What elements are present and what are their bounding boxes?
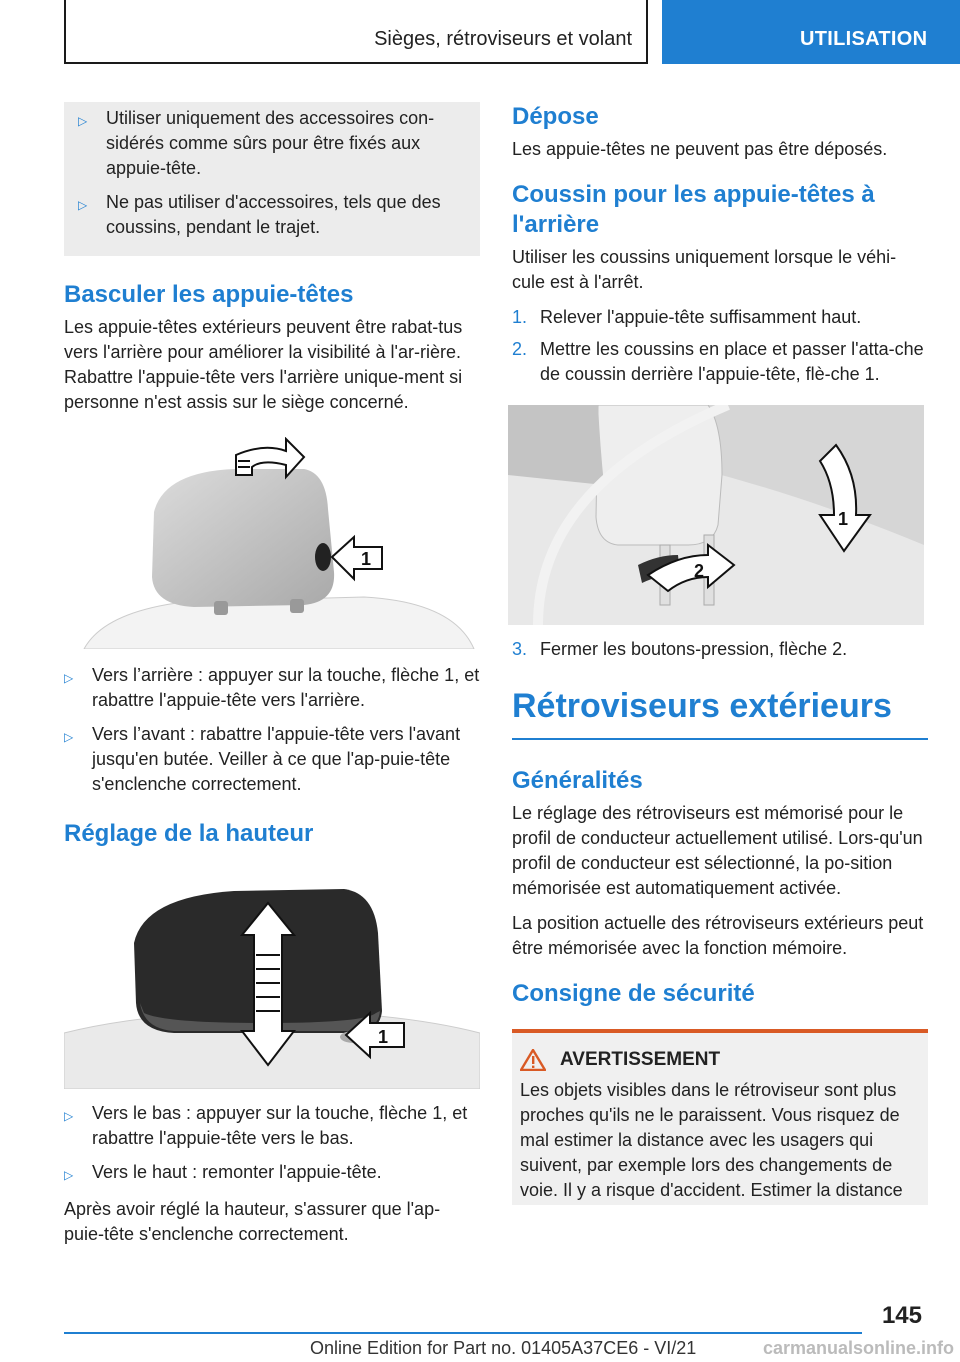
tilt-item: ▷ Vers l’avant : rabattre l'appuie-tête vers l'avant jusqu'en butée. Veiller à ce que l'ap-puie-tête s'enclenche correctement. (64, 722, 480, 797)
general-text-1: Le réglage des rétroviseurs est mémorisé pour le profil de conducteur actuellement utilisé. Lors-qu'un profil de conducteur est sélectionné, la po-sition mémorisée est automatiquement activée. (512, 803, 923, 898)
tilt-text: Les appuie-têtes extérieurs peuvent être rabat-tus vers l'arrière pour améliorer la visibilité à l'ar-rière. Rabattre l'appuie-tête vers l'arrière unique-ment si personne n'est assis sur le siège concerné. (64, 317, 463, 412)
figure-label: 1 (361, 549, 372, 569)
warning-label: AVERTISSEMENT (560, 1049, 721, 1070)
page-number: 145 (881, 1302, 922, 1329)
notice-item: ▷ Utiliser uniquement des accessoires con-sidérés comme sûrs pour être fixés aux appuie-tête. (78, 106, 468, 181)
header-section: UTILISATION (800, 28, 928, 50)
step-item: 2. Mettre les coussins en place et passer l'atta-che de coussin derrière l'appuie-tête, flè-che 1. (512, 339, 924, 384)
figure-headrest-height (64, 883, 480, 1089)
tilt-item: ▷ Vers l’arrière : appuyer sur la touche, flèche 1, et rabattre l'appuie-tête vers l'arrière. (64, 663, 480, 713)
step-item: 1. Relever l'appuie-tête suffisamment haut. (512, 307, 862, 327)
mirrors-heading: Rétroviseurs extérieurs (512, 686, 928, 740)
cushion-heading: Coussin pour les appuie-têtes à l'arrière (512, 181, 875, 238)
triangle-bullet-icon: ▷ (64, 730, 74, 744)
triangle-bullet-icon: ▷ (64, 671, 74, 685)
notice-item: ▷ Ne pas utiliser d'accessoires, tels que des coussins, pendant le trajet. (78, 190, 468, 240)
general-text-2: La position actuelle des rétroviseurs extérieurs peut être mémorisée avec la fonction mémoire. (512, 913, 924, 958)
height-after-text: Après avoir réglé la hauteur, s'assurer que l'ap-puie-tête s'enclenche correctement. (64, 1199, 441, 1244)
figure-headrest-tilt (64, 437, 480, 649)
header-chapter: Sièges, rétroviseurs et volant (374, 28, 632, 50)
figure-label: 2 (694, 561, 705, 581)
warning-box (512, 1029, 928, 1205)
header-section-tab[interactable] (662, 0, 960, 64)
step-item: 3. Fermer les boutons-pression, flèche 2. (512, 639, 848, 659)
triangle-bullet-icon: ▷ (64, 1109, 74, 1123)
height-item: ▷ Vers le haut : remonter l'appuie-tête. (64, 1160, 480, 1188)
right-column (512, 102, 928, 1205)
footer-edition: Online Edition for Part no. 01405A37CE6 - VI/21 (310, 1338, 697, 1358)
triangle-bullet-icon: ▷ (78, 114, 88, 128)
safety-heading: Consigne de sécurité (512, 980, 755, 1007)
tilt-heading: Basculer les appuie-têtes (64, 281, 354, 308)
watermark: carmanualsonline.info (762, 1338, 954, 1358)
figure-label: 1 (838, 509, 849, 529)
height-heading: Réglage de la hauteur (64, 820, 314, 847)
accessory-notice (64, 102, 480, 256)
triangle-bullet-icon: ▷ (64, 1168, 74, 1182)
figure-label: 1 (378, 1027, 389, 1047)
figure-cushion (508, 405, 924, 625)
warning-triangle-icon (520, 1049, 546, 1071)
height-item: ▷ Vers le bas : appuyer sur la touche, flèche 1, et rabattre l'appuie-tête vers le bas. (64, 1101, 480, 1151)
triangle-bullet-icon: ▷ (78, 198, 88, 212)
left-column (64, 102, 480, 1257)
general-heading: Généralités (512, 767, 643, 794)
cushion-text: Utiliser les coussins uniquement lorsque le véhi-cule est à l'arrêt. (512, 247, 897, 292)
header-chapter-box (64, 0, 648, 64)
footer-rule (64, 1332, 862, 1334)
warning-text: Les objets visibles dans le rétroviseur sont plus proches qu'ils ne le paraissent. Vous risquez de mal estimer la distance avec les usagers qui suivent, par exemple lors des changements de voie. Il y a risque d'accident. Estimer la distance (520, 1080, 903, 1200)
remove-heading: Dépose (512, 103, 599, 130)
remove-text: Les appuie-têtes ne peuvent pas être déposés. (512, 139, 888, 159)
